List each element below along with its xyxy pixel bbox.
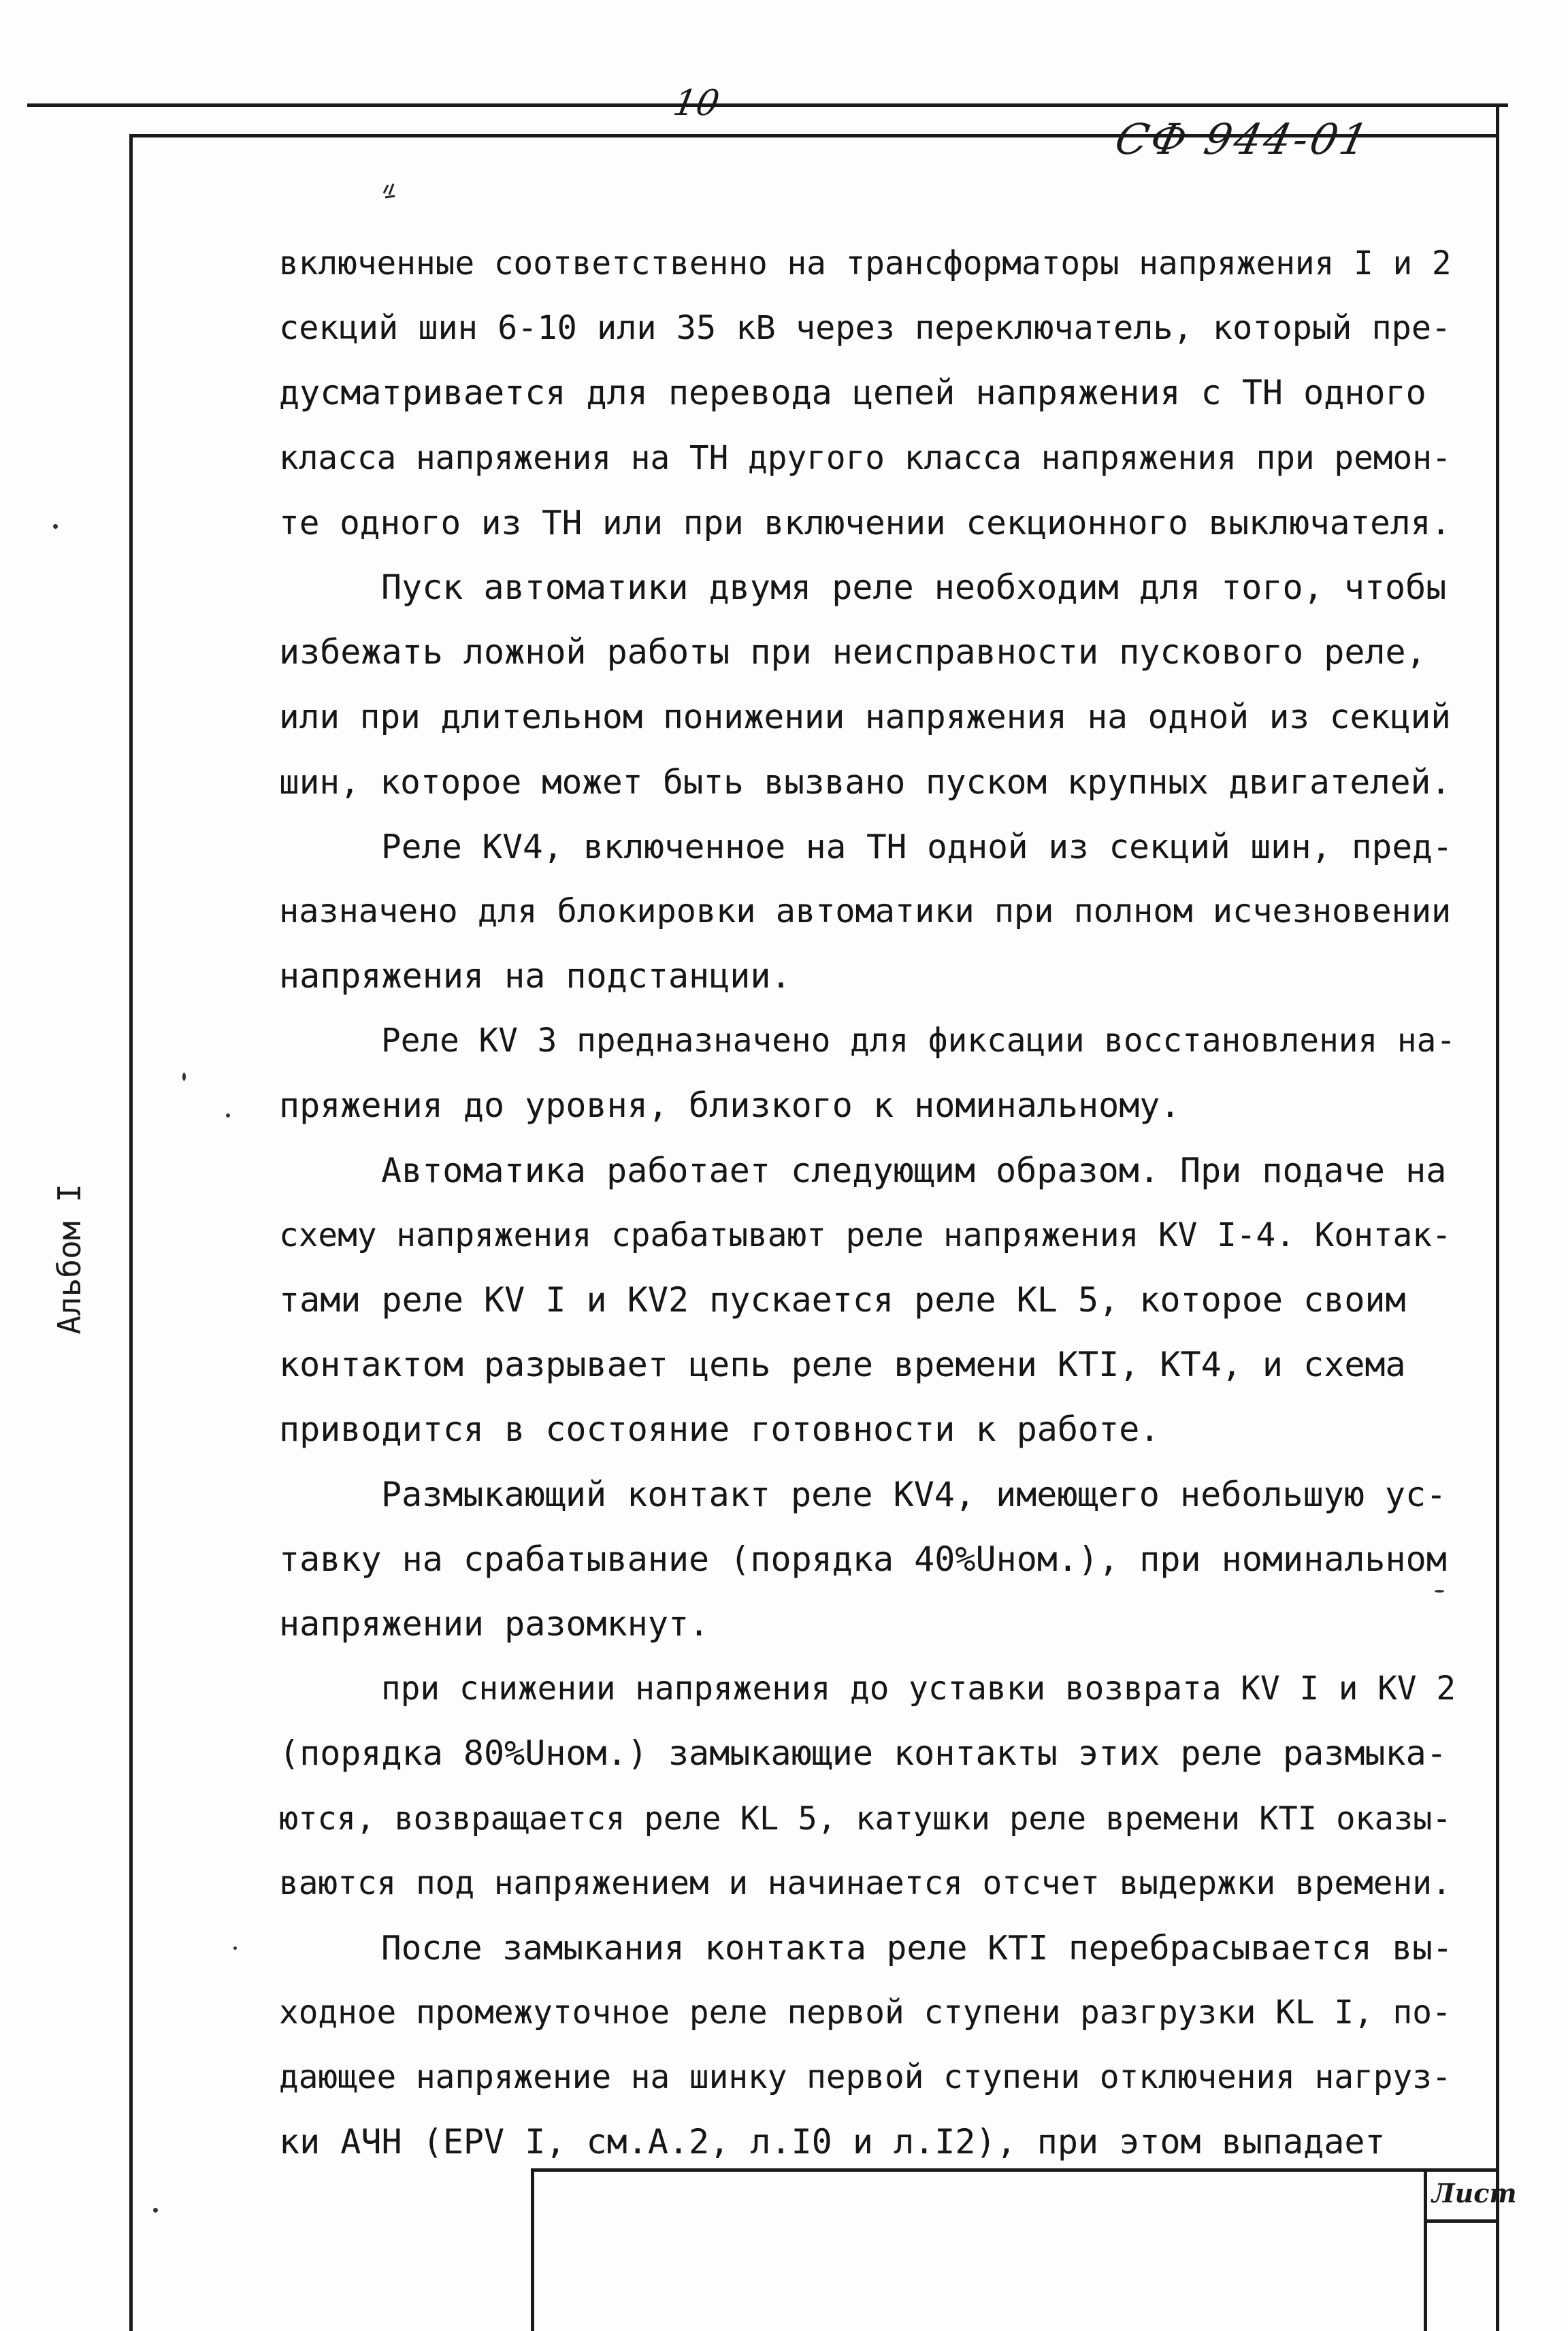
text-line: избежать ложной работы при неисправности пускового реле, [279,632,1426,672]
text-line: тавку на срабатывание (порядка 40%Uном.), при номинальном [279,1539,1447,1579]
paragraph [279,1009,1456,1138]
scan-speck [233,1946,237,1950]
text-line: пряжения до уровня, близкого к номинальному. [279,1086,1181,1126]
frame-right-border [1496,103,1499,2331]
sheet-cell-divider [1424,2223,1427,2331]
text-line: Реле КV 3 предназначено для фиксации восстановления на- [381,1022,1456,1060]
text-line: схему напряжения срабатывают реле напряжения КV I-4. Контак- [279,1216,1452,1254]
text-line: ваются под напряжением и начинается отсчет выдержки времени. [279,1864,1452,1902]
paragraph [279,231,1450,555]
text-line: те одного из ТН или при включении секционного выключателя. [279,502,1451,542]
body-text [279,231,1456,2175]
text-line: или при длительном понижении напряжения на одной из секций [279,697,1451,737]
title-block-frame [531,2168,1499,2331]
text-line: Реле КV4, включенное на ТН одной из секций шин, пред- [381,826,1453,866]
page-number: 10 [670,83,723,124]
scan-speck [182,1073,186,1081]
paragraph [279,1916,1453,2175]
sheet-label: Лист [1432,2178,1517,2208]
text-line: дусматривается для перевода цепей напряжения с ТН одного [279,373,1426,413]
text-line: Пуск автоматики двумя реле необходим для того, чтобы [381,567,1447,607]
stray-mark-icon [381,178,399,199]
text-line: приводится в состояние готовности к работе. [279,1409,1160,1450]
text-line: ются, возвращается реле КL 5, катушки реле времени КТI оказы- [279,1799,1452,1838]
scan-speck [153,2208,158,2213]
text-line: контактом разрывает цепь реле времени КТI, КТ4, и схема [279,1345,1406,1385]
text-line: дающее напряжение на шинку первой ступени отключения нагруз- [279,2059,1452,2097]
paragraph [279,555,1450,815]
text-line: назначено для блокировки автоматики при полном исчезновении [279,892,1452,930]
paragraph [279,1139,1450,1463]
text-line: тами реле КV I и КV2 пускается реле КL 5, которое своим [279,1280,1406,1320]
top-rule [27,103,1508,107]
text-line: напряжении разомкнут. [279,1603,710,1644]
text-line: (порядка 80%Uном.) замыкающие контакты этих реле размыка- [279,1733,1447,1774]
paragraph [279,1463,1450,1657]
scan-speck [1435,1590,1444,1593]
text-line: Размыкающий контакт реле КV4, имеющего небольшую ус- [381,1474,1447,1514]
text-line: ки АЧН (ЕРV I, см.А.2, л.I0 и л.I2), при этом выпадает [279,2122,1386,2162]
text-line: напряжения на подстанции. [279,956,791,996]
scan-speck [226,1113,230,1118]
text-line: при снижении напряжения до уставки возврата КV I и КV 2 [381,1670,1456,1708]
text-line: ходное промежуточное реле первой ступени разгрузки КL I, по- [279,1994,1452,2032]
document-code: СФ 944-01 [1111,114,1375,164]
paragraph [279,1657,1456,1916]
paragraph [279,815,1453,1009]
album-side-label: Альбом I [51,1184,88,1335]
text-line: секций шин 6-10 или 35 кВ через переключатель, который пре- [279,309,1452,348]
frame-left-border [129,136,133,2331]
text-line: шин, которое может быть вызвано пуском крупных двигателей. [279,762,1451,802]
text-line: включенные соответственно на трансформаторы напряжения I и 2 [279,245,1452,282]
scan-speck [53,524,58,529]
text-line: Автоматика работает следующим образом. При подаче на [381,1150,1447,1190]
text-line: После замыкания контакта реле КТI перебрасывается вы- [381,1927,1453,1968]
text-line: класса напряжения на ТН другого класса напряжения при ремон- [279,439,1452,477]
